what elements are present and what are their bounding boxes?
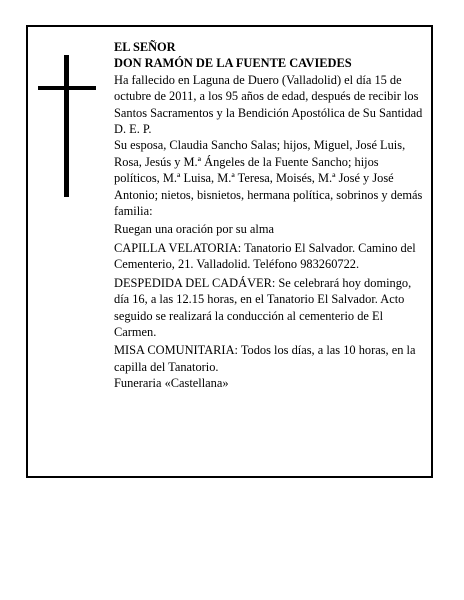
cross-icon-bar <box>38 86 96 90</box>
cross-icon <box>64 55 69 197</box>
funeral-home: Funeraria «Castellana» <box>114 376 229 391</box>
mass-info: MISA COMUNITARIA: Todos los días, a las 10 horas, en la capilla del Tanatorio. <box>114 343 416 374</box>
deceased-title: EL SEÑOR <box>114 40 176 54</box>
obituary-text <box>114 39 424 392</box>
prayer-request: Ruegan una oración por su alma <box>114 222 274 237</box>
farewell-info: DESPEDIDA DEL CADÁVER: Se celebrará hoy domingo, día 16, a las 12.15 horas, en el Tanatorio El Salvador. Acto seguido se realizará la conducción al cementerio de El Carmen. <box>114 275 412 339</box>
chapel-info: CAPILLA VELATORIA: Tanatorio El Salvador. Camino del Cementerio, 21. Valladolid. Teléfono 983260722. <box>114 240 416 272</box>
family-list: Su esposa, Claudia Sancho Salas; hijos, Miguel, José Luis, Rosa, Jesús y M.ª Ángeles de la Fuente Sancho; hijos políticos, M.ª Luisa, M.ª Teresa, Moisés, M.ª José y José Antonio; nietos, bisnietos, hermana política, sobrinos y demás familia: <box>114 138 423 219</box>
deceased-name: DON RAMÓN DE LA FUENTE CAVIEDES <box>114 56 352 71</box>
rest-in-peace: D. E. P. <box>114 122 152 137</box>
death-announcement: Ha fallecido en Laguna de Duero (Valladolid) el día 15 de octubre de 2011, a los 95 años de edad, después de recibir los Santos Sacramentos y la Bendición Apostólica de Su Santidad <box>114 72 423 120</box>
